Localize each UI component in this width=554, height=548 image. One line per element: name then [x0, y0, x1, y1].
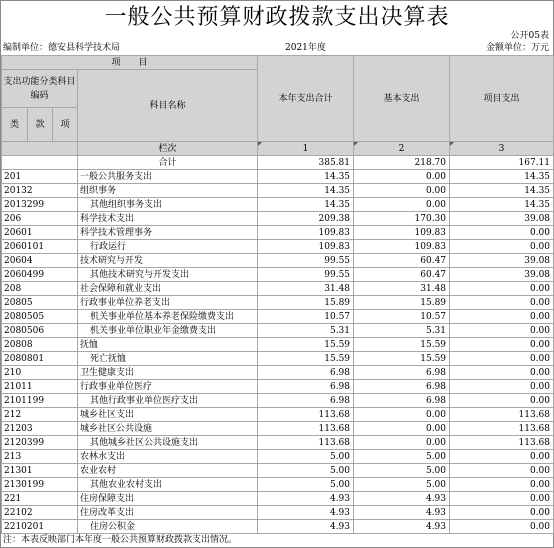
row-project: 0.00 — [450, 464, 554, 478]
row-project: 0.00 — [450, 226, 554, 240]
table-row — [2, 520, 554, 534]
sum-row — [2, 156, 554, 170]
row-subject-name: 其他农业农村支出 — [78, 478, 258, 492]
row-project: 113.68 — [450, 422, 554, 436]
row-total: 5.31 — [258, 324, 354, 338]
row-code: 213 — [2, 450, 78, 464]
table-row — [2, 282, 554, 296]
row-subject-name: 社会保障和就业支出 — [78, 282, 258, 296]
row-total: 5.00 — [258, 450, 354, 464]
row-total: 6.98 — [258, 380, 354, 394]
row-project: 14.35 — [450, 198, 554, 212]
row-project: 39.08 — [450, 268, 554, 282]
row-project: 0.00 — [450, 338, 554, 352]
table-row — [2, 450, 554, 464]
table-row — [2, 212, 554, 226]
row-project: 0.00 — [450, 520, 554, 534]
row-total: 5.00 — [258, 478, 354, 492]
table-row — [2, 436, 554, 450]
row-subject-name: 其他技术研究与开发支出 — [78, 268, 258, 282]
row-project: 0.00 — [450, 380, 554, 394]
row-basic: 170.30 — [354, 212, 450, 226]
row-total: 4.93 — [258, 492, 354, 506]
header-col3: 3 — [450, 142, 554, 156]
row-total: 5.00 — [258, 464, 354, 478]
row-subject-name: 农林水支出 — [78, 450, 258, 464]
row-code: 2120399 — [2, 436, 78, 450]
header-lanci: 栏次 — [78, 142, 258, 156]
report-title: 一般公共预算财政拨款支出决算表 — [104, 5, 450, 30]
row-project: 0.00 — [450, 366, 554, 380]
row-basic: 6.98 — [354, 394, 450, 408]
row-subject-name: 机关事业单位基本养老保险缴费支出 — [78, 310, 258, 324]
row-code: 2060101 — [2, 240, 78, 254]
table-row — [2, 408, 554, 422]
row-total: 209.38 — [258, 212, 354, 226]
row-code: 212 — [2, 408, 78, 422]
header-lei: 类 — [2, 108, 28, 142]
table-row — [2, 310, 554, 324]
row-code: 2080506 — [2, 324, 78, 338]
row-subject-name: 行政事业单位医疗 — [78, 380, 258, 394]
row-basic: 15.59 — [354, 338, 450, 352]
row-total: 4.93 — [258, 506, 354, 520]
table-row — [2, 324, 554, 338]
row-total: 15.59 — [258, 352, 354, 366]
row-project: 0.00 — [450, 324, 554, 338]
row-code: 210 — [2, 366, 78, 380]
meta-row — [3, 42, 549, 54]
header-basic: 基本支出 — [354, 56, 450, 142]
row-total: 14.35 — [258, 198, 354, 212]
row-project: 0.00 — [450, 352, 554, 366]
row-total: 10.57 — [258, 310, 354, 324]
row-code: 2130199 — [2, 478, 78, 492]
row-basic: 10.57 — [354, 310, 450, 324]
row-basic: 0.00 — [354, 198, 450, 212]
row-project: 39.08 — [450, 212, 554, 226]
row-subject-name: 住房保障支出 — [78, 492, 258, 506]
row-basic: 0.00 — [354, 422, 450, 436]
row-project: 0.00 — [450, 506, 554, 520]
row-total: 6.98 — [258, 366, 354, 380]
row-code: 206 — [2, 212, 78, 226]
row-basic: 5.31 — [354, 324, 450, 338]
header-project: 项目支出 — [450, 56, 554, 142]
unit-label: 金额单位：万元 — [485, 43, 549, 53]
row-total: 15.59 — [258, 338, 354, 352]
table-row — [2, 422, 554, 436]
row-code: 21301 — [2, 464, 78, 478]
row-basic: 15.89 — [354, 296, 450, 310]
row-subject-name: 城乡社区支出 — [78, 408, 258, 422]
row-subject-name: 住房公积金 — [78, 520, 258, 534]
row-project: 113.68 — [450, 408, 554, 422]
row-project: 113.68 — [450, 436, 554, 450]
row-code: 2080801 — [2, 352, 78, 366]
footnote: 注：本表反映部门本年度一般公共预算财政拨款支出情况。 — [3, 535, 238, 545]
row-basic: 6.98 — [354, 366, 450, 380]
row-basic: 6.98 — [354, 380, 450, 394]
row-subject-name: 行政运行 — [78, 240, 258, 254]
row-total: 14.35 — [258, 184, 354, 198]
row-basic: 109.83 — [354, 240, 450, 254]
header-col2: 2 — [354, 142, 450, 156]
row-basic: 15.59 — [354, 352, 450, 366]
header-subject-name: 科目名称 — [78, 70, 258, 142]
row-code: 2060499 — [2, 268, 78, 282]
row-basic: 0.00 — [354, 170, 450, 184]
row-total: 15.89 — [258, 296, 354, 310]
table-row — [2, 240, 554, 254]
sum-blank — [2, 156, 78, 170]
row-code: 221 — [2, 492, 78, 506]
row-code: 20132 — [2, 184, 78, 198]
header-col1: 1 — [258, 142, 354, 156]
row-subject-name: 技术研究与开发 — [78, 254, 258, 268]
row-subject-name: 死亡抚恤 — [78, 352, 258, 366]
row-project: 39.08 — [450, 254, 554, 268]
header-item: 项 目 — [2, 56, 258, 70]
row-code: 20604 — [2, 254, 78, 268]
row-code: 20601 — [2, 226, 78, 240]
row-project: 0.00 — [450, 240, 554, 254]
row-total: 109.83 — [258, 226, 354, 240]
row-total: 4.93 — [258, 520, 354, 534]
row-project: 0.00 — [450, 492, 554, 506]
row-total: 109.83 — [258, 240, 354, 254]
row-basic: 4.93 — [354, 506, 450, 520]
sum-project: 167.11 — [450, 156, 554, 170]
row-code: 20805 — [2, 296, 78, 310]
table-row — [2, 338, 554, 352]
row-total: 113.68 — [258, 436, 354, 450]
row-total: 6.98 — [258, 394, 354, 408]
table-row — [2, 366, 554, 380]
row-code: 2080505 — [2, 310, 78, 324]
row-subject-name: 抚恤 — [78, 338, 258, 352]
row-subject-name: 科学技术管理事务 — [78, 226, 258, 240]
table-row — [2, 170, 554, 184]
table-row — [2, 394, 554, 408]
row-code: 201 — [2, 170, 78, 184]
table-row — [2, 198, 554, 212]
row-basic: 5.00 — [354, 450, 450, 464]
header-blank — [2, 142, 78, 156]
row-subject-name: 组织事务 — [78, 184, 258, 198]
row-total: 113.68 — [258, 422, 354, 436]
row-code: 2210201 — [2, 520, 78, 534]
org-label: 编制单位：德安县科学技术局 — [3, 43, 121, 53]
header-func-class: 支出功能分类科目编码 — [2, 70, 78, 108]
row-subject-name: 其他组织事务支出 — [78, 198, 258, 212]
row-subject-name: 科学技术支出 — [78, 212, 258, 226]
row-total: 99.55 — [258, 254, 354, 268]
row-subject-name: 卫生健康支出 — [78, 366, 258, 380]
row-code: 22102 — [2, 506, 78, 520]
table-row — [2, 254, 554, 268]
row-project: 0.00 — [450, 282, 554, 296]
row-subject-name: 农业农村 — [78, 464, 258, 478]
row-project: 14.35 — [450, 170, 554, 184]
row-code: 2013299 — [2, 198, 78, 212]
table-row — [2, 492, 554, 506]
row-subject-name: 住房改革支出 — [78, 506, 258, 520]
table-row — [2, 184, 554, 198]
row-basic: 0.00 — [354, 184, 450, 198]
row-project: 0.00 — [450, 394, 554, 408]
row-subject-name: 一般公共服务支出 — [78, 170, 258, 184]
table-row — [2, 296, 554, 310]
header-kuan: 款 — [28, 108, 53, 142]
row-subject-name: 其他城乡社区公共设施支出 — [78, 436, 258, 450]
year-label: 2021年度 — [285, 43, 326, 53]
row-basic: 5.00 — [354, 464, 450, 478]
row-basic: 109.83 — [354, 226, 450, 240]
row-project: 0.00 — [450, 296, 554, 310]
table-row — [2, 352, 554, 366]
table-row — [2, 464, 554, 478]
row-basic: 4.93 — [354, 492, 450, 506]
row-basic: 60.47 — [354, 268, 450, 282]
row-subject-name: 其他行政事业单位医疗支出 — [78, 394, 258, 408]
row-code: 208 — [2, 282, 78, 296]
row-code: 21203 — [2, 422, 78, 436]
row-code: 21011 — [2, 380, 78, 394]
sum-total: 385.81 — [258, 156, 354, 170]
row-total: 113.68 — [258, 408, 354, 422]
table-row — [2, 268, 554, 282]
table-row — [2, 478, 554, 492]
row-basic: 5.00 — [354, 478, 450, 492]
row-total: 99.55 — [258, 268, 354, 282]
row-subject-name: 机关事业单位职业年金缴费支出 — [78, 324, 258, 338]
row-basic: 31.48 — [354, 282, 450, 296]
row-basic: 0.00 — [354, 408, 450, 422]
table-row — [2, 380, 554, 394]
expenditure-table — [1, 55, 554, 534]
table-row — [2, 226, 554, 240]
sum-basic: 218.70 — [354, 156, 450, 170]
row-subject-name: 行政事业单位养老支出 — [78, 296, 258, 310]
row-basic: 60.47 — [354, 254, 450, 268]
header-xiang: 项 — [53, 108, 78, 142]
row-basic: 0.00 — [354, 436, 450, 450]
row-project: 0.00 — [450, 310, 554, 324]
table-row — [2, 506, 554, 520]
row-project: 0.00 — [450, 450, 554, 464]
row-total: 31.48 — [258, 282, 354, 296]
form-number: 公开05表 — [510, 31, 549, 41]
row-total: 14.35 — [258, 170, 354, 184]
row-code: 20808 — [2, 338, 78, 352]
header-total: 本年支出合计 — [258, 56, 354, 142]
row-code: 2101199 — [2, 394, 78, 408]
row-basic: 4.93 — [354, 520, 450, 534]
row-project: 14.35 — [450, 184, 554, 198]
row-subject-name: 城乡社区公共设施 — [78, 422, 258, 436]
sum-label: 合计 — [78, 156, 258, 170]
row-project: 0.00 — [450, 478, 554, 492]
